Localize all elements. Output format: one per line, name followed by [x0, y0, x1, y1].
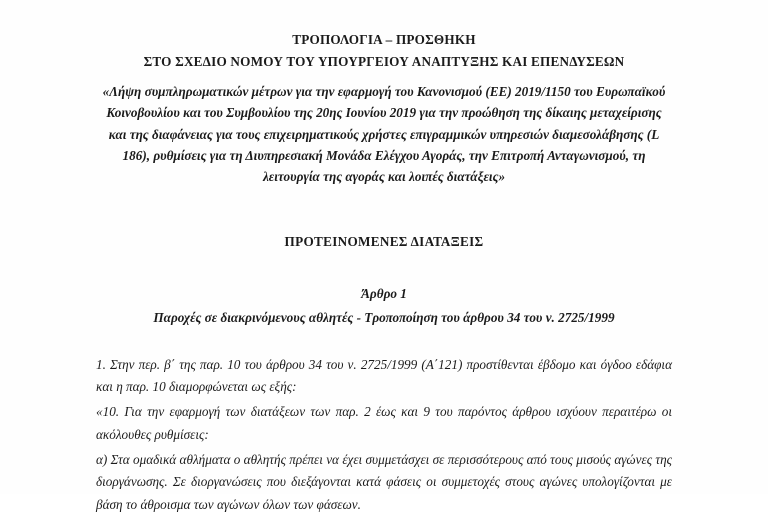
section-heading: ΠΡΟΤΕΙΝΟΜΕΝΕΣ ΔΙΑΤΑΞΕΙΣ: [284, 233, 484, 249]
document-subject-quote: «Λήψη συμπληρωματικών μέτρων για την εφαρμογή του Κανονισμού (ΕΕ) 2019/1150 του Ευρωπαϊκού Κοινοβουλίου και του Συμβουλίου της 20ης Ιουνίου 2019 για την προώθηση της δίκαιης μεταχείρισης και της διαφάνειας για τους επιχειρηματικούς χρήστες επιγραμμικών υπηρεσιών διαμεσολάβησης (L 186), ρυθμίσεις για τη Διυπηρεσιακή Μονάδα Ελέγχου Αγοράς, την Επιτροπή Ανταγωνισμού, τη λειτουργία της αγοράς και λοιπές διατάξεις»: [102, 83, 666, 185]
body-paragraph-1: 1. Στην περ. β΄ της παρ. 10 του άρθρου 34 του ν. 2725/1999 (Α΄121) προστίθενται έβδομο και όγδοο εδάφια και η παρ. 10 διαμορφώνεται ως εξής:: [96, 356, 672, 395]
article-body: [96, 354, 672, 517]
article-heading: Άρθρο 1: [361, 285, 407, 301]
body-paragraph-2: «10. Για την εφαρμογή των διατάξεων των παρ. 2 έως και 9 του παρόντος άρθρου ισχύουν περαιτέρω οι ακόλουθες ρυθμίσεις:: [96, 404, 672, 442]
document-title-line-1: ΤΡΟΠΟΛΟΓΙΑ – ΠΡΟΣΘΗΚΗ: [292, 32, 476, 47]
article-subheading: Παροχές σε διακρινόμενους αθλητές - Τροποποίηση του άρθρου 34 του ν. 2725/1999: [153, 309, 615, 325]
body-paragraph-3: α) Στα ομαδικά αθλήματα ο αθλητής πρέπει να έχει συμμετάσχει σε περισσότερους από τους μισούς αγώνες της διοργάνωσης. Σε διοργανώσεις που διεξάγονται κατά φάσεις οι συμμετοχές στους αγώνες υπολογίζονται με βάση το άθροισμα των αγώνων όλων των φάσεων.: [96, 451, 672, 512]
document-title-line-2: ΣΤΟ ΣΧΕΔΙΟ ΝΟΜΟΥ ΤΟΥ ΥΠΟΥΡΓΕΙΟΥ ΑΝΑΠΤΥΞΗΣ ΚΑΙ ΕΠΕΝΔΥΣΕΩΝ: [143, 54, 625, 70]
document-header: [96, 30, 672, 73]
